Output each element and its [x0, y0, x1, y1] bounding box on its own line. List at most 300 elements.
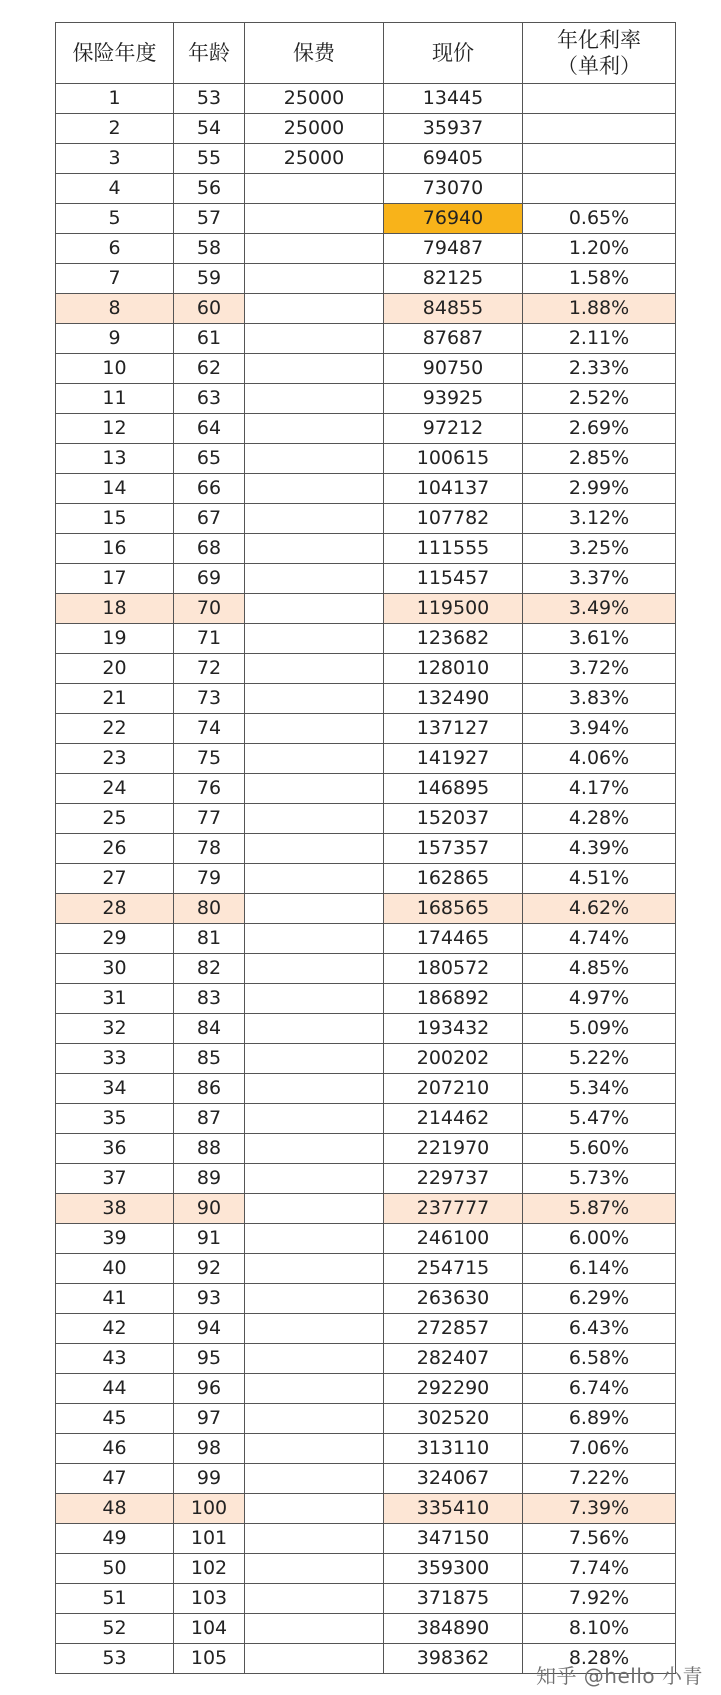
cell-cash-value: 13445 [384, 84, 523, 114]
cell-premium [245, 1434, 384, 1464]
table-row [56, 174, 676, 204]
cell-cash-value: 104137 [384, 474, 523, 504]
cell-premium [245, 744, 384, 774]
table-row [56, 954, 676, 984]
cell-age: 55 [174, 144, 245, 174]
cell-annual-rate: 2.11% [523, 324, 676, 354]
cell-annual-rate: 5.34% [523, 1074, 676, 1104]
cell-policy-year: 46 [56, 1434, 174, 1464]
cell-policy-year: 49 [56, 1524, 174, 1554]
cell-policy-year: 28 [56, 894, 174, 924]
cell-policy-year: 51 [56, 1584, 174, 1614]
cell-premium [245, 264, 384, 294]
cell-annual-rate: 1.58% [523, 264, 676, 294]
table-row [56, 1314, 676, 1344]
cell-cash-value: 384890 [384, 1614, 523, 1644]
cell-cash-value: 93925 [384, 384, 523, 414]
cell-annual-rate: 5.47% [523, 1104, 676, 1134]
table-row [56, 1344, 676, 1374]
cell-policy-year: 18 [56, 594, 174, 624]
cell-age: 68 [174, 534, 245, 564]
cell-age: 58 [174, 234, 245, 264]
cell-policy-year: 15 [56, 504, 174, 534]
cell-annual-rate: 5.60% [523, 1134, 676, 1164]
table-row [56, 264, 676, 294]
table-row [56, 534, 676, 564]
cell-annual-rate: 4.97% [523, 984, 676, 1014]
cell-policy-year: 19 [56, 624, 174, 654]
cell-policy-year: 32 [56, 1014, 174, 1044]
cell-cash-value: 246100 [384, 1224, 523, 1254]
cell-age: 69 [174, 564, 245, 594]
cell-age: 80 [174, 894, 245, 924]
cell-cash-value: 123682 [384, 624, 523, 654]
cell-premium [245, 204, 384, 234]
cell-policy-year: 13 [56, 444, 174, 474]
cell-policy-year: 45 [56, 1404, 174, 1434]
cell-cash-value: 168565 [384, 894, 523, 924]
cell-age: 104 [174, 1614, 245, 1644]
table-row [56, 204, 676, 234]
cell-annual-rate: 5.09% [523, 1014, 676, 1044]
cell-policy-year: 22 [56, 714, 174, 744]
header-annual-rate [523, 23, 676, 84]
cell-policy-year: 35 [56, 1104, 174, 1134]
cell-premium [245, 594, 384, 624]
cell-policy-year: 24 [56, 774, 174, 804]
cell-annual-rate: 3.61% [523, 624, 676, 654]
cell-age: 99 [174, 1464, 245, 1494]
cell-premium [245, 1584, 384, 1614]
cell-premium [245, 1134, 384, 1164]
table-row [56, 504, 676, 534]
cell-annual-rate [523, 144, 676, 174]
cell-annual-rate: 2.85% [523, 444, 676, 474]
cell-premium [245, 894, 384, 924]
header-age: 年龄 [174, 23, 245, 84]
cell-age: 73 [174, 684, 245, 714]
cell-age: 81 [174, 924, 245, 954]
cell-policy-year: 40 [56, 1254, 174, 1284]
table-row [56, 864, 676, 894]
cell-age: 77 [174, 804, 245, 834]
table-row [56, 894, 676, 924]
cell-cash-value: 324067 [384, 1464, 523, 1494]
cell-premium [245, 1164, 384, 1194]
cell-premium: 25000 [245, 84, 384, 114]
cell-age: 105 [174, 1644, 245, 1674]
cell-annual-rate: 3.49% [523, 594, 676, 624]
cell-age: 94 [174, 1314, 245, 1344]
cell-age: 61 [174, 324, 245, 354]
cell-age: 62 [174, 354, 245, 384]
cell-cash-value: 100615 [384, 444, 523, 474]
cell-age: 87 [174, 1104, 245, 1134]
cell-age: 89 [174, 1164, 245, 1194]
table-row [56, 1134, 676, 1164]
cell-age: 92 [174, 1254, 245, 1284]
header-annual-rate-line2: （单利） [557, 54, 641, 78]
cell-cash-value: 79487 [384, 234, 523, 264]
cell-policy-year: 7 [56, 264, 174, 294]
cell-age: 67 [174, 504, 245, 534]
cell-annual-rate: 7.56% [523, 1524, 676, 1554]
table-row [56, 1284, 676, 1314]
cell-annual-rate: 4.51% [523, 864, 676, 894]
cell-policy-year: 36 [56, 1134, 174, 1164]
cell-annual-rate: 7.22% [523, 1464, 676, 1494]
cell-premium: 25000 [245, 144, 384, 174]
cell-annual-rate: 6.43% [523, 1314, 676, 1344]
cell-annual-rate: 7.92% [523, 1584, 676, 1614]
cell-premium [245, 564, 384, 594]
cell-age: 90 [174, 1194, 245, 1224]
cell-policy-year: 21 [56, 684, 174, 714]
cell-annual-rate: 5.22% [523, 1044, 676, 1074]
cell-policy-year: 17 [56, 564, 174, 594]
table-row [56, 1254, 676, 1284]
cell-annual-rate [523, 114, 676, 144]
header-row [56, 23, 676, 84]
cell-policy-year: 44 [56, 1374, 174, 1404]
cell-policy-year: 26 [56, 834, 174, 864]
table-row [56, 1584, 676, 1614]
watermark: 知乎 @hello 小青 [535, 1664, 703, 1688]
cell-premium [245, 384, 384, 414]
table-row [56, 744, 676, 774]
cell-policy-year: 48 [56, 1494, 174, 1524]
cell-premium [245, 1404, 384, 1434]
table-row [56, 1044, 676, 1074]
cell-age: 60 [174, 294, 245, 324]
header-annual-rate-line1: 年化利率 [557, 28, 641, 52]
cell-cash-value: 347150 [384, 1524, 523, 1554]
cell-cash-value: 111555 [384, 534, 523, 564]
cell-policy-year: 4 [56, 174, 174, 204]
cell-premium [245, 1344, 384, 1374]
cell-annual-rate: 4.62% [523, 894, 676, 924]
cell-cash-value: 97212 [384, 414, 523, 444]
table-row [56, 84, 676, 114]
cell-policy-year: 20 [56, 654, 174, 684]
cell-age: 95 [174, 1344, 245, 1374]
cell-premium [245, 984, 384, 1014]
cell-annual-rate: 3.25% [523, 534, 676, 564]
header-premium: 保费 [245, 23, 384, 84]
table-header [56, 23, 676, 84]
cell-premium [245, 1014, 384, 1044]
cell-premium [245, 1284, 384, 1314]
cell-cash-value: 180572 [384, 954, 523, 984]
cell-age: 82 [174, 954, 245, 984]
cell-premium [245, 474, 384, 504]
cell-age: 96 [174, 1374, 245, 1404]
cell-cash-value: 128010 [384, 654, 523, 684]
header-policy-year: 保险年度 [56, 23, 174, 84]
cell-cash-value: 119500 [384, 594, 523, 624]
cell-age: 83 [174, 984, 245, 1014]
cell-premium [245, 1614, 384, 1644]
cell-policy-year: 42 [56, 1314, 174, 1344]
cell-premium [245, 444, 384, 474]
table-row [56, 1434, 676, 1464]
cell-annual-rate: 2.52% [523, 384, 676, 414]
cell-premium [245, 324, 384, 354]
table-row [56, 1494, 676, 1524]
cell-premium [245, 294, 384, 324]
cell-age: 53 [174, 84, 245, 114]
cell-premium [245, 1254, 384, 1284]
cell-cash-value: 302520 [384, 1404, 523, 1434]
cell-annual-rate: 1.88% [523, 294, 676, 324]
cell-premium [245, 504, 384, 534]
cell-policy-year: 34 [56, 1074, 174, 1104]
cell-cash-value: 132490 [384, 684, 523, 714]
cell-annual-rate: 5.73% [523, 1164, 676, 1194]
cell-annual-rate: 4.28% [523, 804, 676, 834]
cell-cash-value: 237777 [384, 1194, 523, 1224]
cell-premium [245, 864, 384, 894]
cell-policy-year: 6 [56, 234, 174, 264]
cell-cash-value: 186892 [384, 984, 523, 1014]
cell-policy-year: 37 [56, 1164, 174, 1194]
cell-premium [245, 234, 384, 264]
cell-annual-rate: 2.99% [523, 474, 676, 504]
cell-age: 76 [174, 774, 245, 804]
cell-policy-year: 53 [56, 1644, 174, 1674]
cell-annual-rate [523, 174, 676, 204]
cell-policy-year: 41 [56, 1284, 174, 1314]
cell-age: 86 [174, 1074, 245, 1104]
table-row [56, 1374, 676, 1404]
cell-policy-year: 31 [56, 984, 174, 1014]
cell-premium [245, 354, 384, 384]
cell-age: 88 [174, 1134, 245, 1164]
cell-age: 85 [174, 1044, 245, 1074]
cell-premium [245, 1074, 384, 1104]
cell-premium [245, 1524, 384, 1554]
cell-premium [245, 624, 384, 654]
cell-age: 66 [174, 474, 245, 504]
cell-policy-year: 11 [56, 384, 174, 414]
cell-premium [245, 1374, 384, 1404]
table-row [56, 1464, 676, 1494]
cell-policy-year: 52 [56, 1614, 174, 1644]
cell-cash-value: 282407 [384, 1344, 523, 1374]
cell-age: 63 [174, 384, 245, 414]
cell-age: 64 [174, 414, 245, 444]
table-row [56, 1074, 676, 1104]
cell-premium [245, 534, 384, 564]
cell-policy-year: 33 [56, 1044, 174, 1074]
cell-annual-rate: 3.12% [523, 504, 676, 534]
cell-age: 78 [174, 834, 245, 864]
table-row [56, 234, 676, 264]
cell-cash-value: 137127 [384, 714, 523, 744]
cell-cash-value: 371875 [384, 1584, 523, 1614]
table-row [56, 354, 676, 384]
cell-cash-value: 193432 [384, 1014, 523, 1044]
cell-premium [245, 414, 384, 444]
table-row [56, 834, 676, 864]
cell-annual-rate: 6.00% [523, 1224, 676, 1254]
table-row [56, 1104, 676, 1134]
cell-annual-rate: 6.29% [523, 1284, 676, 1314]
cell-age: 56 [174, 174, 245, 204]
cell-premium [245, 1314, 384, 1344]
cell-cash-value: 207210 [384, 1074, 523, 1104]
table-row [56, 564, 676, 594]
table-row [56, 1164, 676, 1194]
cell-age: 70 [174, 594, 245, 624]
cell-cash-value: 69405 [384, 144, 523, 174]
cell-age: 75 [174, 744, 245, 774]
cell-cash-value: 359300 [384, 1554, 523, 1584]
cell-annual-rate: 2.33% [523, 354, 676, 384]
cell-annual-rate: 4.06% [523, 744, 676, 774]
table-row [56, 1194, 676, 1224]
cell-annual-rate [523, 84, 676, 114]
cell-premium [245, 684, 384, 714]
cell-cash-value: 221970 [384, 1134, 523, 1164]
cell-cash-value: 141927 [384, 744, 523, 774]
cell-premium [245, 774, 384, 804]
cell-premium [245, 1044, 384, 1074]
table-row [56, 774, 676, 804]
table-row [56, 384, 676, 414]
cell-premium [245, 1104, 384, 1134]
cell-annual-rate: 3.72% [523, 654, 676, 684]
cell-policy-year: 25 [56, 804, 174, 834]
cell-premium [245, 714, 384, 744]
cell-policy-year: 23 [56, 744, 174, 774]
cell-annual-rate: 4.39% [523, 834, 676, 864]
cell-policy-year: 5 [56, 204, 174, 234]
cell-cash-value: 229737 [384, 1164, 523, 1194]
cell-policy-year: 14 [56, 474, 174, 504]
cell-cash-value: 272857 [384, 1314, 523, 1344]
cell-age: 79 [174, 864, 245, 894]
table-row [56, 474, 676, 504]
cell-policy-year: 8 [56, 294, 174, 324]
table-row [56, 114, 676, 144]
table-body [56, 84, 676, 1674]
table-row [56, 654, 676, 684]
table-row [56, 684, 676, 714]
cell-policy-year: 43 [56, 1344, 174, 1374]
cell-premium [245, 804, 384, 834]
cell-premium [245, 1644, 384, 1674]
cell-cash-value: 115457 [384, 564, 523, 594]
cell-policy-year: 2 [56, 114, 174, 144]
cell-cash-value: 292290 [384, 1374, 523, 1404]
cell-annual-rate: 2.69% [523, 414, 676, 444]
table-row [56, 144, 676, 174]
cell-age: 103 [174, 1584, 245, 1614]
cell-premium [245, 1554, 384, 1584]
cell-annual-rate: 6.14% [523, 1254, 676, 1284]
table-row [56, 1014, 676, 1044]
cell-cash-value: 200202 [384, 1044, 523, 1074]
cell-age: 102 [174, 1554, 245, 1584]
cell-cash-value: 263630 [384, 1284, 523, 1314]
cell-premium [245, 1194, 384, 1224]
cell-cash-value: 87687 [384, 324, 523, 354]
table-row [56, 414, 676, 444]
cell-cash-value: 214462 [384, 1104, 523, 1134]
cell-age: 84 [174, 1014, 245, 1044]
table-row [56, 1224, 676, 1254]
cell-annual-rate: 6.89% [523, 1404, 676, 1434]
cell-annual-rate: 5.87% [523, 1194, 676, 1224]
cell-cash-value: 107782 [384, 504, 523, 534]
table-row [56, 1554, 676, 1584]
cell-age: 57 [174, 204, 245, 234]
cell-annual-rate: 0.65% [523, 204, 676, 234]
cell-policy-year: 27 [56, 864, 174, 894]
table-row [56, 804, 676, 834]
cell-age: 72 [174, 654, 245, 684]
cell-premium [245, 174, 384, 204]
table-row [56, 984, 676, 1014]
cell-age: 74 [174, 714, 245, 744]
cell-annual-rate: 7.74% [523, 1554, 676, 1584]
cell-annual-rate: 8.10% [523, 1614, 676, 1644]
cell-annual-rate: 7.39% [523, 1494, 676, 1524]
cell-premium [245, 954, 384, 984]
cell-annual-rate: 3.37% [523, 564, 676, 594]
cell-cash-value: 82125 [384, 264, 523, 294]
table-row [56, 294, 676, 324]
cell-cash-value: 35937 [384, 114, 523, 144]
table-row [56, 924, 676, 954]
cell-policy-year: 9 [56, 324, 174, 354]
header-cash-value: 现价 [384, 23, 523, 84]
cell-cash-value: 254715 [384, 1254, 523, 1284]
cell-premium [245, 924, 384, 954]
cell-annual-rate: 8.28% [523, 1644, 676, 1674]
cell-policy-year: 12 [56, 414, 174, 444]
cell-policy-year: 38 [56, 1194, 174, 1224]
cell-cash-value: 162865 [384, 864, 523, 894]
cell-age: 97 [174, 1404, 245, 1434]
cell-cash-value: 84855 [384, 294, 523, 324]
table-row [56, 594, 676, 624]
cell-cash-value: 76940 [384, 204, 523, 234]
cell-cash-value: 398362 [384, 1644, 523, 1674]
cell-annual-rate: 3.94% [523, 714, 676, 744]
cell-annual-rate: 6.58% [523, 1344, 676, 1374]
cell-annual-rate: 6.74% [523, 1374, 676, 1404]
cell-cash-value: 174465 [384, 924, 523, 954]
cell-age: 59 [174, 264, 245, 294]
cell-policy-year: 3 [56, 144, 174, 174]
table-row [56, 1404, 676, 1434]
cell-annual-rate: 4.17% [523, 774, 676, 804]
cell-annual-rate: 7.06% [523, 1434, 676, 1464]
cell-annual-rate: 1.20% [523, 234, 676, 264]
cell-cash-value: 313110 [384, 1434, 523, 1464]
cell-age: 91 [174, 1224, 245, 1254]
cell-age: 101 [174, 1524, 245, 1554]
cell-policy-year: 10 [56, 354, 174, 384]
table-row [56, 1614, 676, 1644]
insurance-value-table [55, 22, 676, 1674]
cell-premium [245, 1224, 384, 1254]
cell-annual-rate: 4.85% [523, 954, 676, 984]
table-row [56, 714, 676, 744]
cell-policy-year: 47 [56, 1464, 174, 1494]
